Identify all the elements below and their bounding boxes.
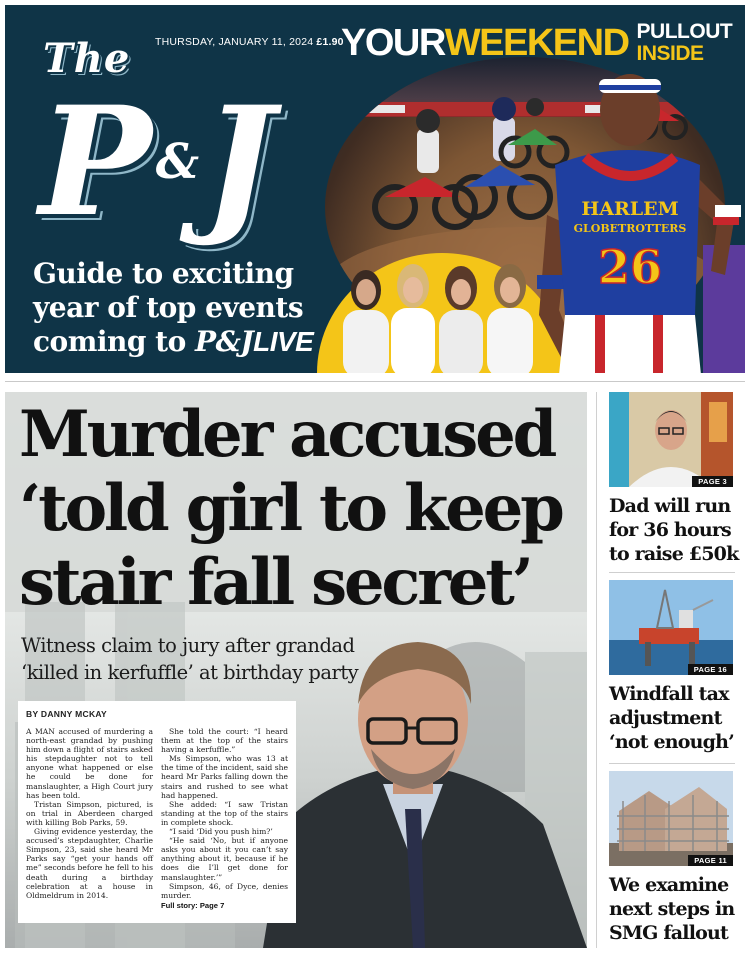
issue-price: £1.90 [316,36,344,48]
paragraph: Tristan Simpson, pictured, is on trial in Aberdeen charged with killing Bob Parks, 59. [26,799,153,827]
main-story[interactable] [5,392,587,948]
sidebar-story-windfall-tax[interactable] [609,580,743,754]
sidebar-headline [609,873,743,945]
full-story-link[interactable]: Full story: Page 7 [161,900,225,910]
sidebar-headline [609,682,743,754]
sidebar-photo-runner [609,392,733,487]
masthead [5,5,745,373]
main-headline[interactable] [19,398,579,620]
sidebar-story-dad-run[interactable] [609,392,743,566]
byline: BY DANNY MCKAY [26,709,108,719]
sidebar-headline [609,494,743,566]
jersey-team-text-1: HARLEM [581,198,679,220]
sidebar-headline-line: for 36 hours [609,519,731,541]
page-tag: PAGE 11 [688,855,733,866]
sidebar-headline-line: Dad will run [609,495,731,517]
logo-letter-p: P [39,74,152,250]
sidebar-separator [609,763,735,764]
guide-line-2: year of top events [33,291,304,324]
paragraph: A MAN accused of murdering a north-east grandad by pushing him down a flight of stairs asked his stepdaughter not to tell anyone what happened or else he could be done for manslaughter, a High Court jury has been told. [26,727,153,800]
jersey-number: 26 [597,240,663,294]
article-body-box [18,701,296,923]
pjlive-logo: P&J [195,325,254,358]
headline-line-3: stair fall secret’ [19,545,531,620]
pjlive-live: LIVE [253,326,314,357]
guide-line-3-text: coming to [33,325,186,358]
logo-ampersand: & [155,134,200,190]
sidebar-headline-line: next steps in [609,898,735,920]
pj-logo [39,74,319,250]
sidebar-headline-line: We examine [609,874,729,896]
logo-the: The [43,35,131,82]
sidebar-headline-line: to raise £50k [609,543,739,565]
sidebar-headline-line: Windfall tax [609,683,729,705]
paragraph: She told the court: “I heard them at the top of the stairs having a kerfuffle.” [161,727,288,755]
headline-line-2: ‘told girl to keep [19,471,562,546]
paragraph: Giving evidence yesterday, the accused’s stepdaughter, Charlie Simpson, 23, said she heard Mr Parks say “get your hands off me” seconds before he fell to his death during a birthday celebration at a house in Oldmeldrum in 2014. [26,827,153,900]
masthead-divider [5,381,745,382]
sidebar-headline-line: SMG fallout [609,922,728,944]
your-text: YOUR [341,21,445,64]
paragraph: She added: “I saw Tristan standing at the top of the stairs in complete shock. [161,799,288,827]
page-tag: PAGE 16 [688,664,733,675]
guide-line-1: Guide to exciting [33,257,294,290]
sidebar-separator [609,572,735,573]
sidebar-divider [596,392,597,948]
pullout-line-2: INSIDE [636,42,704,65]
guide-line-3 [33,325,333,359]
sidebar-photo-construction [609,771,733,866]
pullout-inside [637,21,733,65]
sidebar-photo-oil-rig [609,580,733,675]
dateline [155,36,344,48]
paragraph: “He said ‘No, but if anyone asks you about it you can’t say anything about it, because if he does die I’ll get done for manslaughter.’” [161,836,288,882]
sidebar-headline-line: adjustment [609,707,722,729]
article-column-1 [26,727,153,910]
article-column-2 [161,727,288,910]
pullout-line-1: PULLOUT [636,20,733,43]
paragraph: “I said ‘Did you push him?’ [169,827,273,837]
your-weekend-pullout-banner[interactable] [341,19,732,67]
issue-date: THURSDAY, JANUARY 11, 2024 [155,36,314,48]
paragraph: Simpson, 46, of Dyce, denies murder. [161,881,288,900]
page-tag: PAGE 3 [692,476,733,487]
events-guide-promo[interactable] [33,257,333,359]
sidebar-headline-line: ‘not enough’ [609,731,734,753]
subhead-line-2: ‘killed in kerfuffle’ at birthday party [21,661,359,684]
subhead-line-1: Witness claim to jury after grandad [21,634,355,657]
sidebar-story-smg-fallout[interactable] [609,771,743,945]
main-subhead [21,632,391,686]
jersey-team-text-2: GLOBETROTTERS [573,222,687,235]
paragraph: Ms Simpson, who was 13 at the time of the incident, said she heard Mr Parks falling down the stairs and rushed to see what had happened. [161,754,288,800]
logo-letter-j: J [203,74,275,250]
group-photo [335,260,545,373]
weekend-text: WEEKEND [444,21,629,64]
headline-line-1: Murder accused [19,397,555,472]
basketball-player-photo [525,65,745,373]
